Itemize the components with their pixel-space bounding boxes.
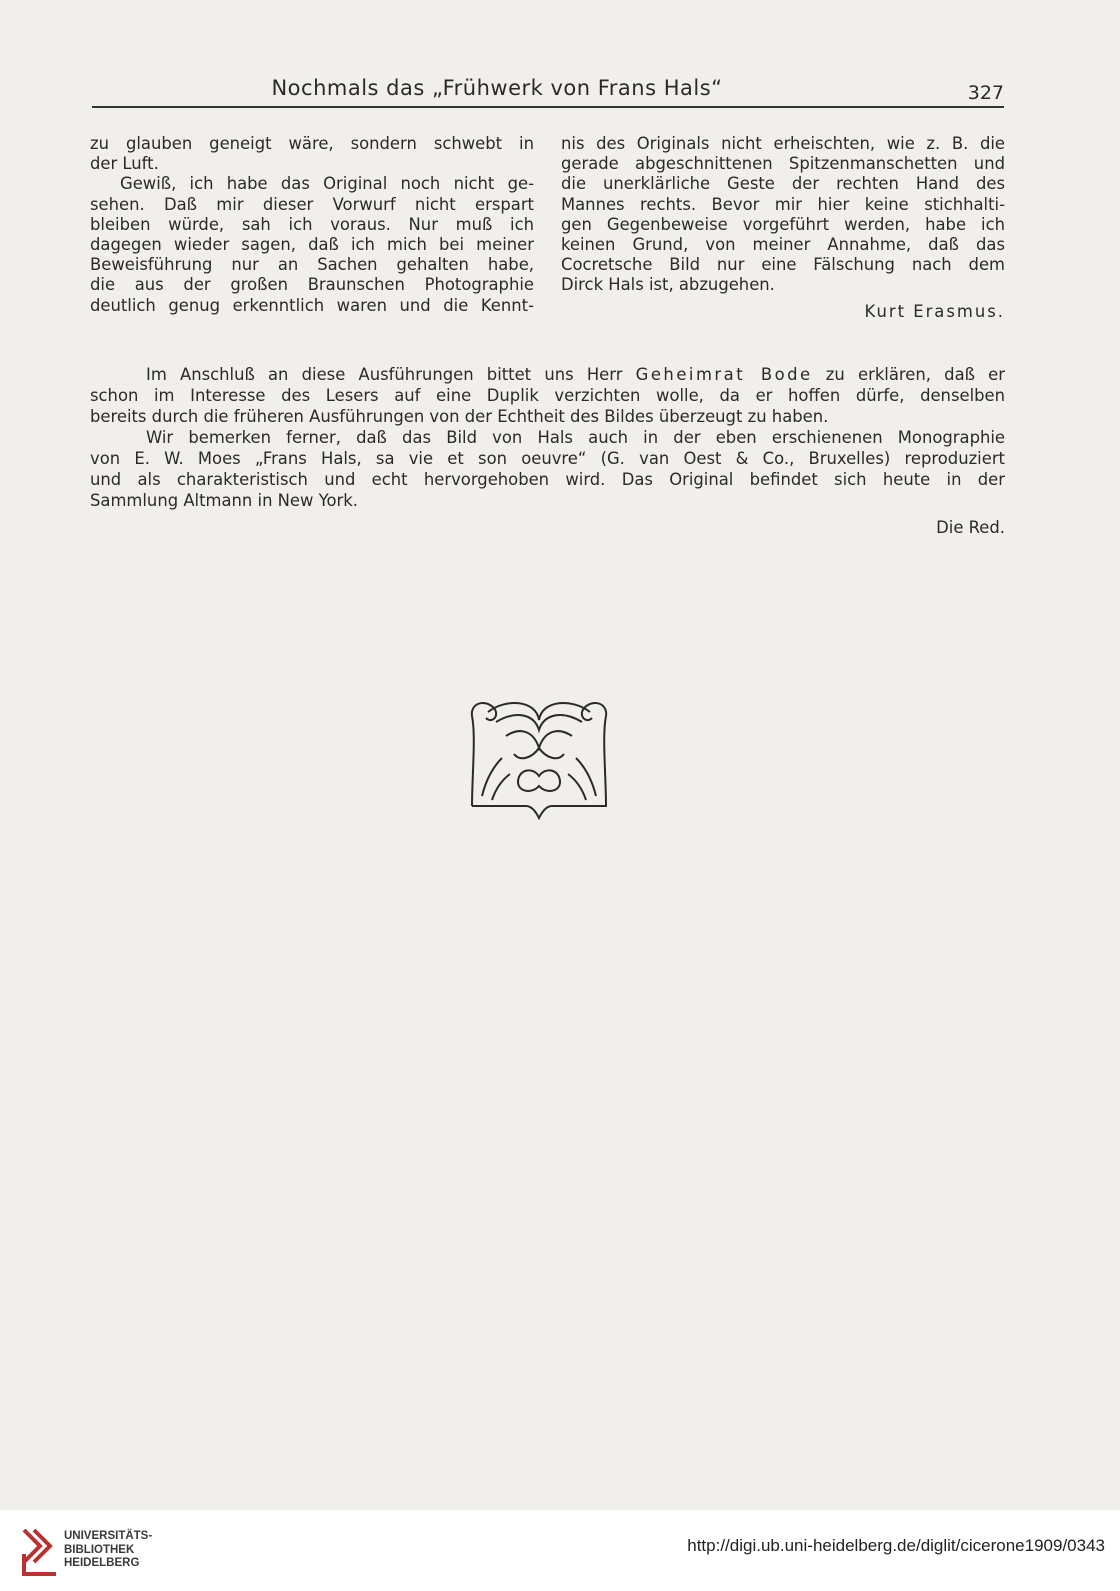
right-column [561, 134, 1005, 296]
text-fragment: Im Anschluß an diese Ausführungen bittet uns Herr [146, 365, 623, 384]
left-column [90, 134, 534, 316]
text-line: schon im Interesse des Lesers auf eine Duplik verzichten wolle, da er hoffen dürfe, denselben [90, 386, 1005, 405]
editorial-note [90, 364, 1005, 511]
logo-line: HEIDELBERG [64, 1557, 140, 1569]
text-line: Mannes rechts. Bevor mir hier keine stichhalti- [561, 194, 1005, 214]
paragraph [90, 174, 534, 315]
text-line: sehen. Daß mir dieser Vorwurf nicht erspart [90, 194, 534, 214]
text-line: von E. W. Moes „Frans Hals, sa vie et son oeuvre“ (G. van Oest & Co., Bruxelles) reproduziert [90, 449, 1005, 468]
text-line: gerade abgeschnittenen Spitzenmanschetten und [561, 154, 1005, 174]
text-line: die unerklärliche Geste der rechten Hand des [561, 174, 1005, 194]
text-line: gen Gegenbeweise vorgeführt werden, habe ich [561, 214, 1005, 234]
text-line: deutlich genug erkenntlich waren und die Kennt- [90, 295, 534, 315]
author-signature: Kurt Erasmus. [864, 302, 1005, 321]
text-line: keinen Grund, von meiner Annahme, daß das [561, 235, 1005, 255]
text-line: der Luft. [90, 154, 159, 174]
footer-bar [0, 1510, 1120, 1591]
text-line: Beweisführung nur an Sachen gehalten habe, [90, 255, 534, 275]
text-line [90, 364, 1005, 385]
text-line: und als charakteristisch und echt hervorgehoben wird. Das Original befindet sich heute in der [90, 470, 1005, 489]
art-nouveau-vignette-icon [466, 696, 612, 820]
library-logo-icon [20, 1524, 60, 1578]
emphasized-name: Geheimrat Bode [635, 365, 813, 384]
text-line: Cocretsche Bild nur eine Fälschung nach dem [561, 255, 1005, 275]
header-rule [92, 106, 1004, 108]
text-fragment: zu erklären, daß er [825, 365, 1005, 384]
logo-line: BIBLIOTHEK [64, 1543, 135, 1556]
text-line: nis des Originals nicht erheischten, wie z. B. die [561, 134, 1005, 153]
text-line: Wir bemerken ferner, daß das Bild von Hals auch in der eben erschienenen Monographie [146, 428, 1005, 447]
paragraph [90, 364, 1005, 427]
text-line: Dirck Hals ist, abzugehen. [561, 275, 775, 295]
page-number: 327 [967, 82, 1004, 104]
text-line: dagegen wieder sagen, daß ich mich bei meiner [90, 235, 534, 255]
text-line: Gewiß, ich habe das Original noch nicht ge- [120, 174, 534, 194]
running-title: Nochmals das „Frühwerk von Frans Hals“ [271, 76, 723, 100]
paragraph [561, 134, 1005, 296]
paragraph [90, 134, 534, 174]
editor-signature: Die Red. [936, 518, 1005, 537]
library-logo-text [64, 1530, 152, 1571]
text-line: bleiben würde, sah ich voraus. Nur muß ich [90, 214, 534, 234]
text-line: bereits durch die früheren Ausführungen von der Echtheit des Bildes überzeugt zu haben. [90, 407, 829, 426]
logo-line: UNIVERSITÄTS- [64, 1530, 153, 1542]
source-url-link[interactable]: http://digi.ub.uni-heidelberg.de/diglit/cicerone1909/0343 [687, 1536, 1105, 1555]
text-line: zu glauben geneigt wäre, sondern schwebt in [90, 134, 534, 153]
paragraph [90, 427, 1005, 511]
text-line: Sammlung Altmann in New York. [90, 491, 358, 510]
text-line: die aus der großen Braunschen Photographie [90, 275, 534, 295]
